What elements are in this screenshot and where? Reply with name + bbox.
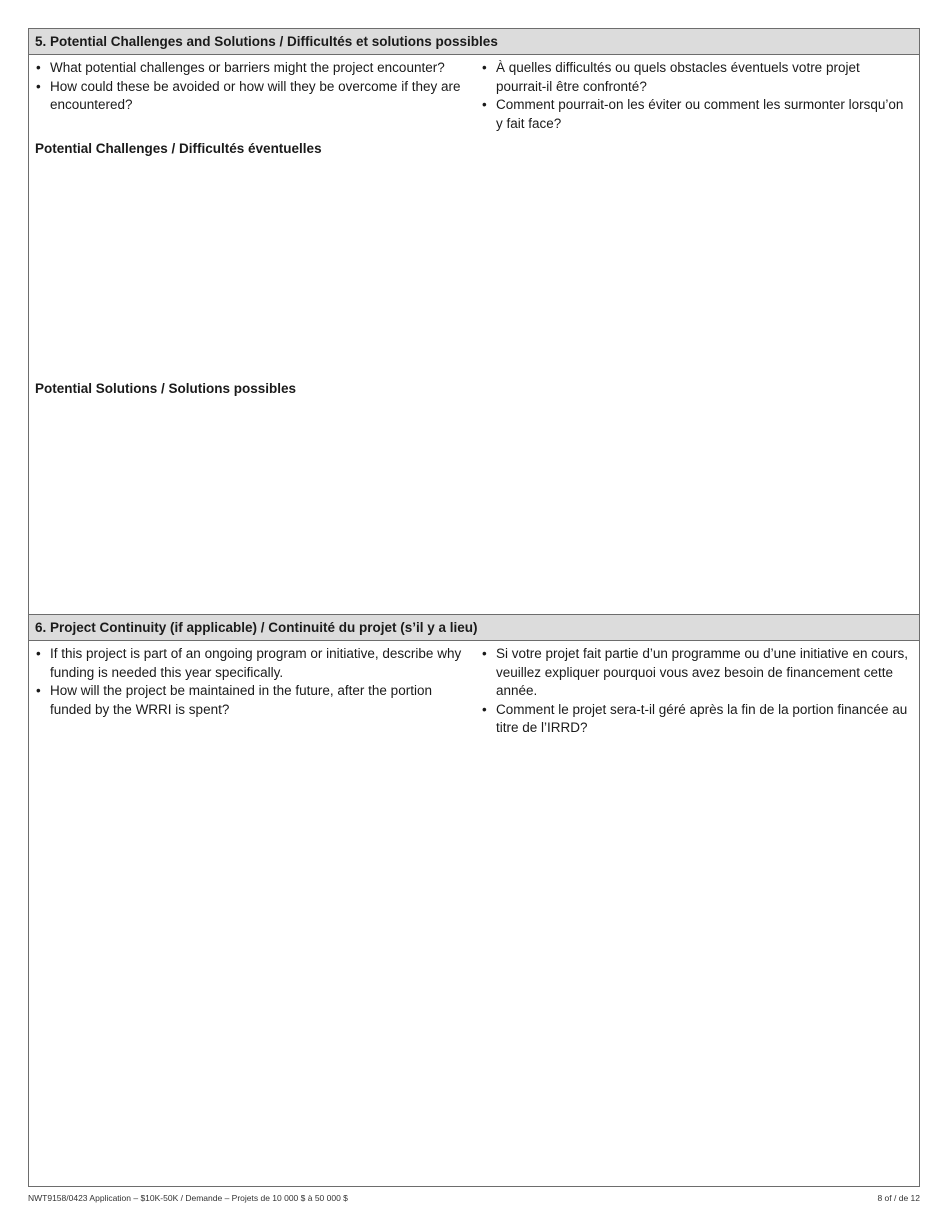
- section-6-instruction-en-2: • How will the project be maintained in the future, after the portion funded by the WRRI is spent?: [35, 682, 475, 719]
- section-6-instruction-fr-2: • Comment le projet sera-t-il géré après la fin de la portion financée au titre de l’IRRD?: [481, 701, 911, 738]
- section-5-instruction-en-1: • What potential challenges or barriers might the project encounter?: [35, 59, 475, 78]
- section-6-instructions-fr: [481, 645, 911, 738]
- section-5-instructions-fr: [481, 59, 911, 133]
- section-6-instruction-fr-1: • Si votre projet fait partie d’un programme ou d’une initiative en cours, veuillez expliquer pourquoi vous avez besoin de financement cette année.: [481, 645, 911, 701]
- section-5-instruction-en-2: • How could these be avoided or how will they be overcome if they are encountered?: [35, 78, 475, 115]
- section-6-header: 6. Project Continuity (if applicable) / Continuité du projet (s’il y a lieu): [29, 614, 919, 641]
- section-5-header: 5. Potential Challenges and Solutions / Difficultés et solutions possibles: [29, 29, 919, 55]
- potential-challenges-field[interactable]: [35, 163, 911, 375]
- page-number: 8 of / de 12: [877, 1193, 920, 1203]
- potential-solutions-label: Potential Solutions / Solutions possibles: [35, 381, 297, 396]
- potential-challenges-label: Potential Challenges / Difficultés éventuelles: [35, 141, 322, 156]
- section-5-instruction-fr-2: • Comment pourrait-on les éviter ou comment les surmonter lorsqu’on y fait face?: [481, 96, 911, 133]
- section-5-instructions-en: [35, 59, 475, 115]
- project-continuity-field[interactable]: [35, 741, 911, 1181]
- section-6-instruction-en-1: • If this project is part of an ongoing program or initiative, describe why funding is needed this year specifically.: [35, 645, 475, 682]
- application-form-page: [28, 28, 920, 1187]
- section-6-instructions-en: [35, 645, 475, 719]
- form-id-footer: NWT9158/0423 Application – $10K-50K / Demande – Projets de 10 000 $ à 50 000 $: [28, 1193, 348, 1203]
- section-5-instruction-fr-1: • À quelles difficultés ou quels obstacles éventuels votre projet pourrait-il être confronté?: [481, 59, 911, 96]
- potential-solutions-field[interactable]: [35, 403, 911, 608]
